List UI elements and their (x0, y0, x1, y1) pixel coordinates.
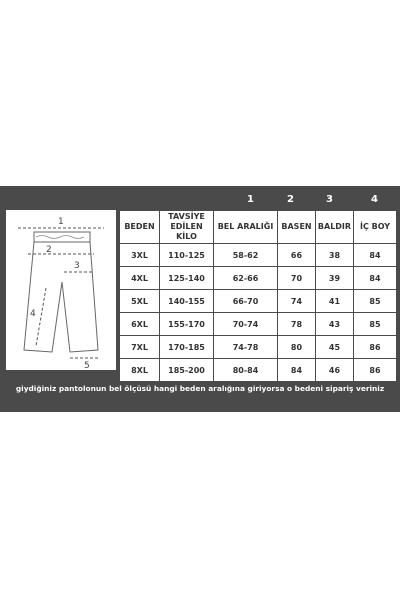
cell-bel: 66-70 (214, 290, 278, 313)
cell-basen: 80 (278, 336, 316, 359)
size-chart-panel (0, 186, 400, 412)
header-baldir: BALDIR (316, 211, 354, 244)
table-row (120, 267, 397, 290)
table-row (120, 359, 397, 382)
table-header-row (120, 211, 397, 244)
diagram-label-5: 5 (84, 361, 90, 370)
cell-baldir: 38 (316, 244, 354, 267)
cell-baldir: 45 (316, 336, 354, 359)
cell-baldir: 43 (316, 313, 354, 336)
column-number-1: 1 (247, 194, 254, 205)
cell-beden: 4XL (120, 267, 160, 290)
inseam-measure-line (36, 288, 46, 346)
cell-baldir: 46 (316, 359, 354, 382)
table-row (120, 313, 397, 336)
cell-beden: 6XL (120, 313, 160, 336)
size-advice-note: giydiğiniz pantolonun bel ölçüsü hangi beden aralığına giriyorsa o bedeni sipariş veriniz (15, 384, 385, 393)
cell-ic-boy: 86 (354, 359, 397, 382)
header-bel-araligi: BEL ARALIĞI (214, 211, 278, 244)
diagram-label-3: 3 (74, 261, 80, 271)
cell-beden: 5XL (120, 290, 160, 313)
cell-kilo: 185-200 (160, 359, 214, 382)
header-beden: BEDEN (120, 211, 160, 244)
cell-ic-boy: 84 (354, 244, 397, 267)
cell-ic-boy: 85 (354, 313, 397, 336)
cell-kilo: 170-185 (160, 336, 214, 359)
cell-bel: 58-62 (214, 244, 278, 267)
cell-bel: 74-78 (214, 336, 278, 359)
cell-kilo: 155-170 (160, 313, 214, 336)
cell-ic-boy: 86 (354, 336, 397, 359)
cell-basen: 84 (278, 359, 316, 382)
pants-outline (24, 242, 98, 352)
column-number-3: 3 (326, 194, 333, 205)
table-row (120, 336, 397, 359)
cell-bel: 62-66 (214, 267, 278, 290)
cell-ic-boy: 85 (354, 290, 397, 313)
cell-beden: 3XL (120, 244, 160, 267)
cell-ic-boy: 84 (354, 267, 397, 290)
waistband-elastic (36, 236, 84, 239)
cell-kilo: 125-140 (160, 267, 214, 290)
column-number-row (0, 194, 400, 208)
header-kilo-line1: TAVSİYE (168, 212, 205, 221)
cell-kilo: 110-125 (160, 244, 214, 267)
column-number-2: 2 (287, 194, 294, 205)
cell-basen: 78 (278, 313, 316, 336)
table-row (120, 244, 397, 267)
pants-measurement-diagram (6, 210, 116, 370)
cell-bel: 80-84 (214, 359, 278, 382)
diagram-label-2: 2 (46, 245, 52, 255)
cell-kilo: 140-155 (160, 290, 214, 313)
cell-beden: 8XL (120, 359, 160, 382)
size-table (119, 210, 397, 382)
cell-beden: 7XL (120, 336, 160, 359)
cell-basen: 74 (278, 290, 316, 313)
column-number-4: 4 (371, 194, 378, 205)
pants-illustration (6, 210, 116, 370)
header-tavsiye-edilen-kilo (160, 211, 214, 244)
cell-baldir: 41 (316, 290, 354, 313)
header-ic-boy: İÇ BOY (354, 211, 397, 244)
waistband-outline (34, 232, 90, 242)
header-kilo-line2: EDİLEN KİLO (170, 222, 203, 241)
diagram-label-4: 4 (30, 309, 36, 319)
header-basen: BASEN (278, 211, 316, 244)
cell-bel: 70-74 (214, 313, 278, 336)
cell-basen: 70 (278, 267, 316, 290)
diagram-label-1: 1 (58, 217, 64, 227)
table-row (120, 290, 397, 313)
cell-baldir: 39 (316, 267, 354, 290)
cell-basen: 66 (278, 244, 316, 267)
